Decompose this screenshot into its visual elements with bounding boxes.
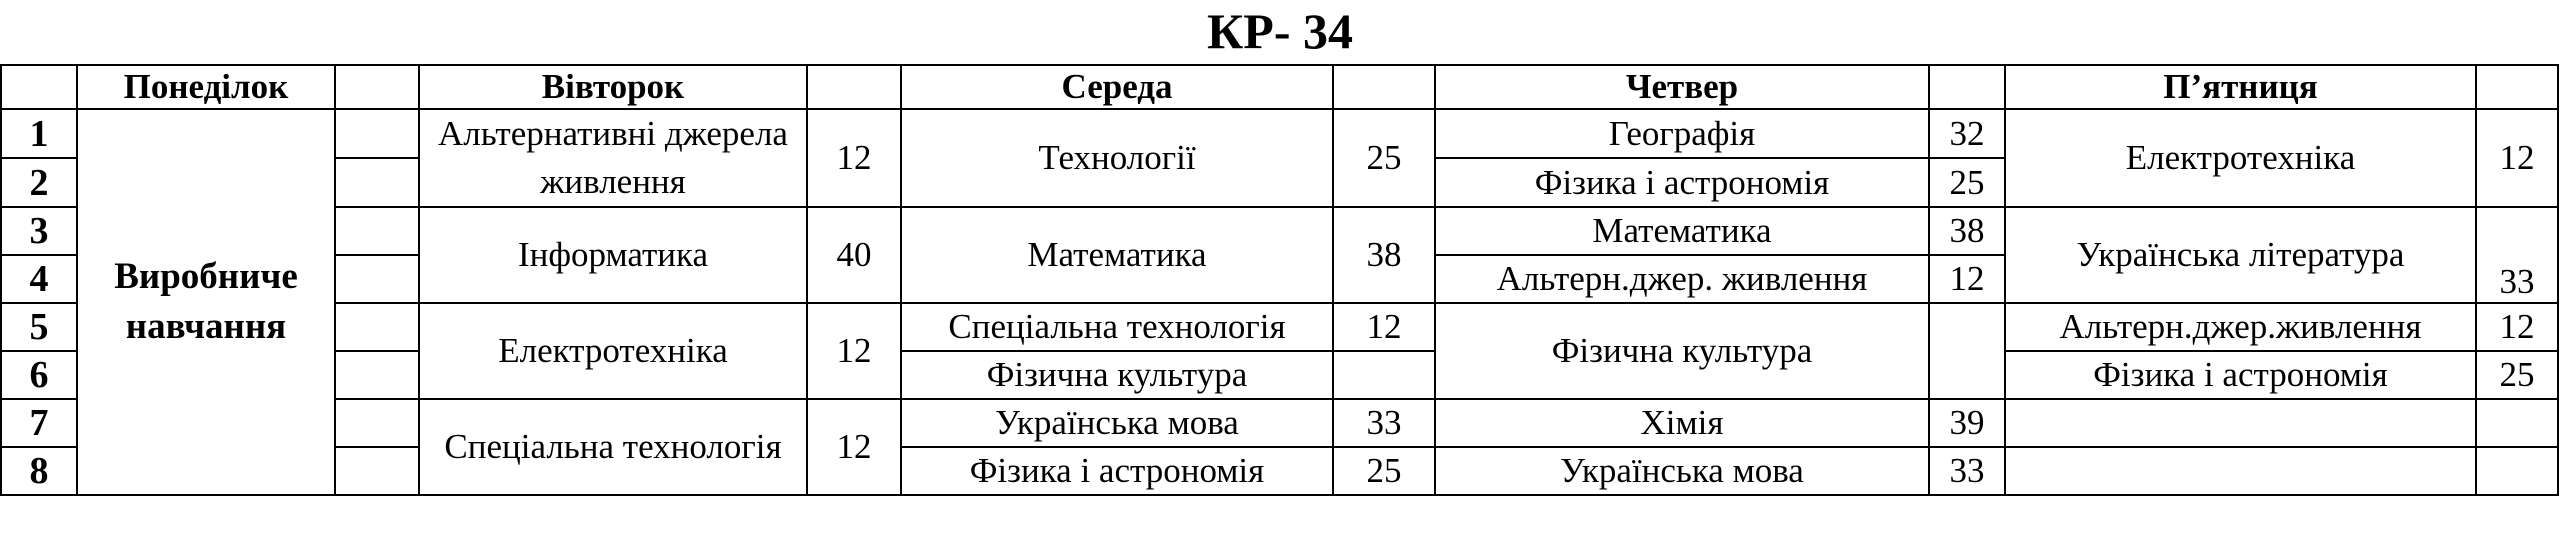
thursday-room: 38 <box>1929 207 2005 255</box>
thursday-room: 25 <box>1929 158 2005 207</box>
friday-subject: Фізика і астрономія <box>2005 351 2476 399</box>
day-header-tuesday: Вівторок <box>419 65 807 109</box>
monday-room <box>335 207 419 255</box>
tuesday-room: 12 <box>807 303 901 399</box>
monday-room <box>335 255 419 303</box>
tuesday-subject: Альтернативні джерела живлення <box>419 109 807 207</box>
wednesday-room: 38 <box>1333 207 1435 303</box>
wednesday-subject: Українська мова <box>901 399 1333 447</box>
friday-room <box>2476 399 2558 447</box>
wednesday-room: 25 <box>1333 109 1435 207</box>
day-header-friday: П’ятниця <box>2005 65 2476 109</box>
thursday-room <box>1929 303 2005 399</box>
thursday-subject: Хімія <box>1435 399 1929 447</box>
day-header-thursday: Четвер <box>1435 65 1929 109</box>
friday-subject <box>2005 447 2476 495</box>
friday-subject <box>2005 399 2476 447</box>
thursday-subject: Географія <box>1435 109 1929 158</box>
lesson-number: 4 <box>1 255 77 303</box>
room-header <box>1929 65 2005 109</box>
table-row <box>1 109 2558 158</box>
tuesday-room: 12 <box>807 109 901 207</box>
thursday-room: 33 <box>1929 447 2005 495</box>
page-title: КР- 34 <box>1207 3 1353 59</box>
tuesday-room: 12 <box>807 399 901 495</box>
lesson-number: 2 <box>1 158 77 207</box>
thursday-room: 32 <box>1929 109 2005 158</box>
table-row <box>1 303 2558 351</box>
thursday-subject: Математика <box>1435 207 1929 255</box>
wednesday-subject: Технології <box>901 109 1333 207</box>
lesson-number: 6 <box>1 351 77 399</box>
monday-room <box>335 158 419 207</box>
lesson-number: 8 <box>1 447 77 495</box>
friday-room: 12 <box>2476 109 2558 207</box>
thursday-subject: Фізика і астрономія <box>1435 158 1929 207</box>
wednesday-subject: Фізика і астрономія <box>901 447 1333 495</box>
wednesday-subject: Математика <box>901 207 1333 303</box>
lesson-number: 7 <box>1 399 77 447</box>
room-header <box>1333 65 1435 109</box>
header-row <box>1 65 2558 109</box>
wednesday-room: 12 <box>1333 303 1435 351</box>
wednesday-room <box>1333 351 1435 399</box>
friday-room: 25 <box>2476 351 2558 399</box>
thursday-subject: Альтерн.джер. живлення <box>1435 255 1929 303</box>
friday-subject: Електротехніка <box>2005 109 2476 207</box>
wednesday-room: 25 <box>1333 447 1435 495</box>
room-header <box>807 65 901 109</box>
tuesday-room: 40 <box>807 207 901 303</box>
day-header-wednesday: Середа <box>901 65 1333 109</box>
lesson-number: 1 <box>1 109 77 158</box>
room-header <box>2476 65 2558 109</box>
lesson-number: 3 <box>1 207 77 255</box>
monday-room <box>335 447 419 495</box>
table-row <box>1 447 2558 495</box>
table-row <box>1 399 2558 447</box>
friday-room <box>2476 447 2558 495</box>
thursday-subject: Українська мова <box>1435 447 1929 495</box>
monday-room <box>335 399 419 447</box>
thursday-subject: Фізична культура <box>1435 303 1929 399</box>
monday-practice: Виробниче навчання <box>77 109 335 495</box>
table-row <box>1 207 2558 255</box>
wednesday-subject: Спеціальна технологія <box>901 303 1333 351</box>
friday-subject: Альтерн.джер.живлення <box>2005 303 2476 351</box>
room-header <box>335 65 419 109</box>
wednesday-room: 33 <box>1333 399 1435 447</box>
schedule-table <box>0 64 2559 496</box>
friday-room: 33 <box>2476 207 2558 303</box>
table-row <box>1 351 2558 399</box>
wednesday-subject: Фізична культура <box>901 351 1333 399</box>
lesson-number: 5 <box>1 303 77 351</box>
tuesday-subject: Електротехніка <box>419 303 807 399</box>
monday-room <box>335 109 419 158</box>
tuesday-subject: Спеціальна технологія <box>419 399 807 495</box>
day-header-monday: Понеділок <box>77 65 335 109</box>
friday-room: 12 <box>2476 303 2558 351</box>
thursday-room: 12 <box>1929 255 2005 303</box>
friday-subject: Українська література <box>2005 207 2476 303</box>
thursday-room: 39 <box>1929 399 2005 447</box>
monday-room <box>335 303 419 351</box>
tuesday-subject: Інформатика <box>419 207 807 303</box>
corner-cell <box>1 65 77 109</box>
monday-room <box>335 351 419 399</box>
